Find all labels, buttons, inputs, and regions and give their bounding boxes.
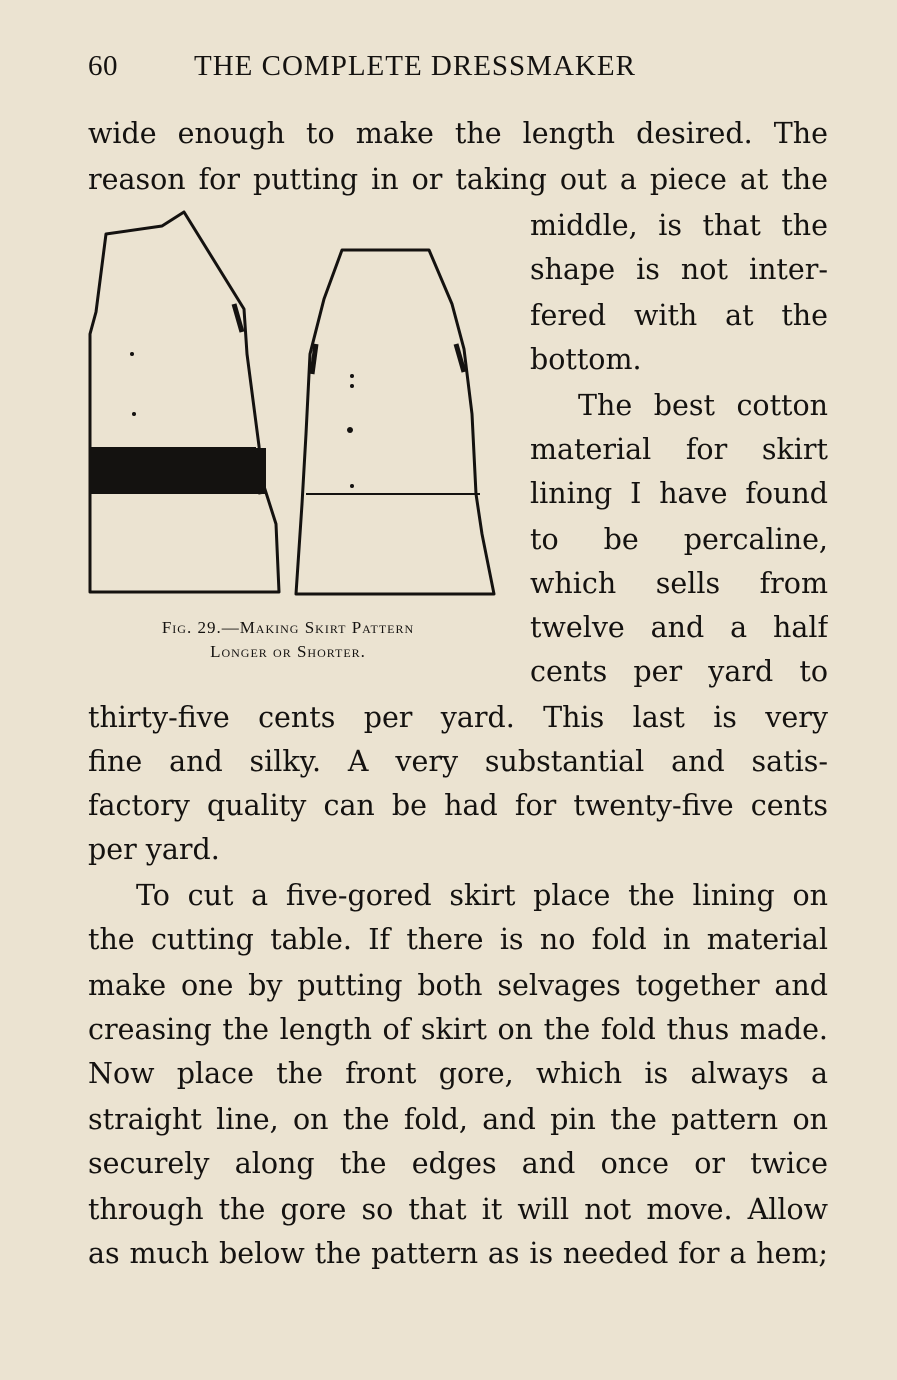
skirt-pattern-figure — [84, 204, 504, 608]
text-line: cents per yard to — [530, 655, 828, 688]
text-line: to be percaline, — [530, 523, 828, 556]
figure-caption — [88, 616, 488, 664]
text-line: The best cotton — [578, 389, 828, 422]
text-line: creasing the length of skirt on the fold thus made. — [88, 1013, 828, 1046]
text-line: fine and silky. A very substantial and satis- — [88, 745, 828, 778]
text-line: To cut a five-gored skirt place the lining on — [136, 879, 828, 912]
text-line: twelve and a half — [530, 611, 828, 644]
text-line: shape is not inter- — [530, 253, 828, 286]
text-line: fered with at the — [530, 299, 828, 332]
text-line: thirty-five cents per yard. This last is very — [88, 701, 828, 734]
running-head — [88, 50, 828, 86]
running-title: THE COMPLETE DRESSMAKER — [194, 50, 636, 82]
pattern-gore-right — [296, 250, 494, 594]
text-line: securely along the edges and once or twice — [88, 1147, 828, 1180]
pattern-lengthening-band — [90, 448, 266, 494]
text-line: wide enough to make the length desired. The — [88, 117, 828, 150]
page-number: 60 — [88, 50, 118, 82]
figure-caption-line: Fig. 29.—Making Skirt Pattern — [161, 618, 415, 637]
text-line: through the gore so that it will not move. Allow — [88, 1193, 828, 1226]
text-line: middle, is that the — [530, 209, 828, 242]
text-line: lining I have found — [530, 477, 828, 510]
text-line: as much below the pattern as is needed for a hem; — [88, 1237, 828, 1270]
text-line: material for skirt — [530, 433, 828, 466]
text-line: per yard. — [88, 833, 220, 866]
figure-caption-line: Longer or Shorter. — [210, 642, 366, 661]
text-line: reason for putting in or taking out a piece at the — [88, 163, 828, 196]
pattern-gore-left — [90, 212, 279, 592]
text-line: Now place the front gore, which is always a — [88, 1057, 828, 1090]
text-line: the cutting table. If there is no fold in material — [88, 923, 828, 956]
text-line: make one by putting both selvages together and — [88, 969, 828, 1002]
text-line: bottom. — [530, 343, 642, 376]
text-line: factory quality can be had for twenty-five cents — [88, 789, 828, 822]
text-line: which sells from — [530, 567, 828, 600]
text-line: straight line, on the fold, and pin the pattern on — [88, 1103, 828, 1136]
